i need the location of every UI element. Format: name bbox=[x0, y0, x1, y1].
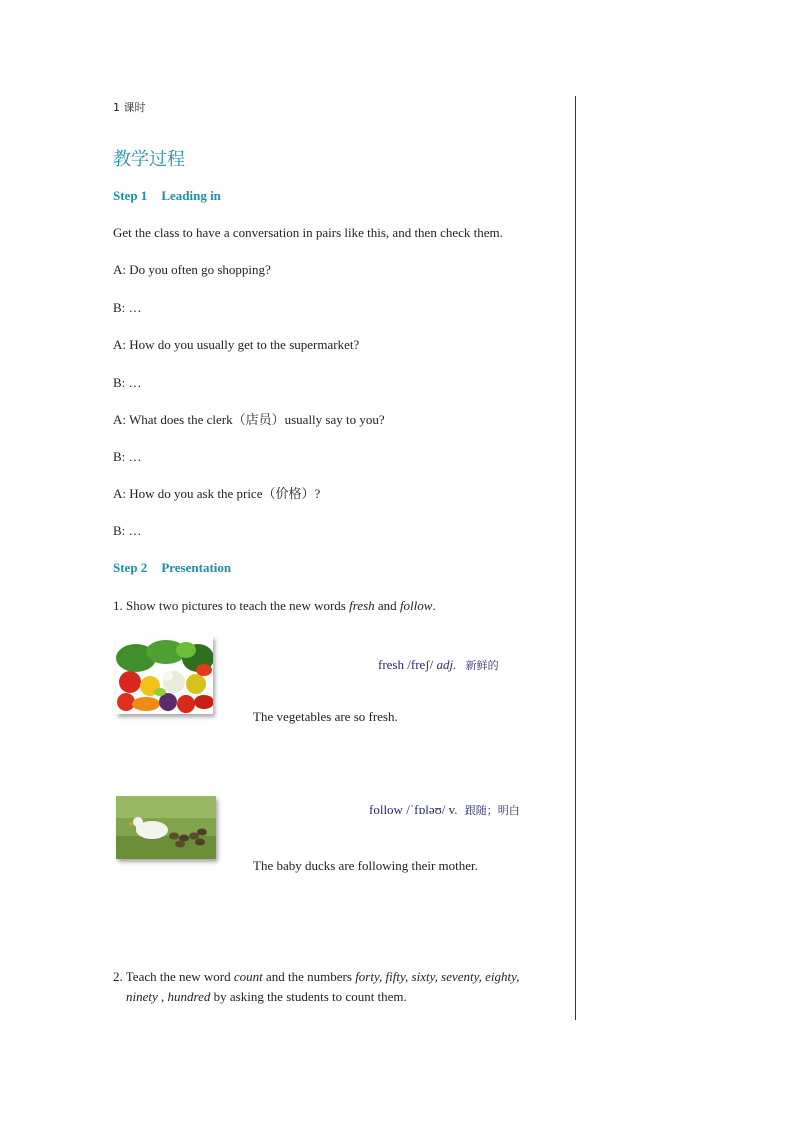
step2-item2-line2 bbox=[126, 989, 407, 1005]
item1-suffix: . bbox=[432, 598, 436, 613]
dialogue-line: B: … bbox=[113, 523, 142, 538]
fresh-pos: adj. bbox=[436, 657, 457, 672]
item2-suffix: by asking the students to count them. bbox=[210, 989, 407, 1004]
fresh-definition bbox=[378, 657, 499, 674]
dialogue-line: A: What does the clerk（店员）usually say to you? bbox=[113, 412, 385, 427]
step2-item1 bbox=[113, 598, 436, 614]
margin-rule bbox=[575, 96, 576, 1020]
ducks-illustration bbox=[116, 796, 216, 859]
page-title: 教学过程 bbox=[113, 149, 185, 170]
item1-prefix: 1. Show two pictures to teach the new words bbox=[113, 598, 350, 613]
dialogue-line: A: How do you usually get to the supermarket? bbox=[113, 337, 360, 352]
step2-heading bbox=[113, 560, 231, 576]
vegetables-illustration bbox=[116, 636, 213, 714]
step2-title: Presentation bbox=[161, 560, 232, 575]
ducks-image bbox=[116, 796, 216, 859]
dialogue-line: B: … bbox=[113, 449, 142, 464]
step1-title: Leading in bbox=[161, 188, 221, 203]
fresh-word: fresh bbox=[378, 657, 404, 672]
follow-word: follow bbox=[369, 802, 403, 817]
item2-middle: and the numbers bbox=[262, 969, 356, 984]
item1-word-fresh: fresh bbox=[349, 598, 375, 613]
follow-meaning: 跟随；明白 bbox=[464, 804, 520, 817]
item2-prefix: 2. Teach the new word bbox=[113, 969, 234, 984]
fresh-phonetic: /freʃ/ bbox=[407, 657, 434, 672]
step1-intro: Get the class to have a conversation in pairs like this, and then check them. bbox=[113, 225, 503, 240]
step1-number: Step 1 bbox=[113, 188, 148, 203]
vegetables-image bbox=[116, 636, 213, 714]
lesson-count: 1 课时 bbox=[113, 101, 146, 114]
dialogue-line: B: … bbox=[113, 375, 142, 390]
follow-example: The baby ducks are following their mother. bbox=[253, 858, 478, 873]
dialogue-line: A: Do you often go shopping? bbox=[113, 262, 271, 277]
item2-numbers-line2: ninety , hundred bbox=[126, 989, 211, 1004]
follow-pos: v. bbox=[448, 802, 458, 817]
dialogue-line: A: How do you ask the price（价格）? bbox=[113, 486, 321, 501]
item2-numbers-line1: forty, fifty, sixty, seventy, eighty, bbox=[355, 969, 520, 984]
dialogue-line: B: … bbox=[113, 300, 142, 315]
fresh-example: The vegetables are so fresh. bbox=[253, 709, 398, 724]
step1-heading bbox=[113, 188, 221, 204]
step2-number: Step 2 bbox=[113, 560, 148, 575]
follow-phonetic: /ˈfɒləʊ/ bbox=[406, 802, 446, 817]
item1-word-follow: follow bbox=[399, 598, 433, 613]
fresh-meaning: 新鲜的 bbox=[465, 659, 499, 672]
follow-definition bbox=[369, 802, 520, 819]
item2-word-count: count bbox=[233, 969, 263, 984]
item1-and: and bbox=[374, 598, 400, 613]
step2-item2-line1 bbox=[113, 969, 519, 985]
